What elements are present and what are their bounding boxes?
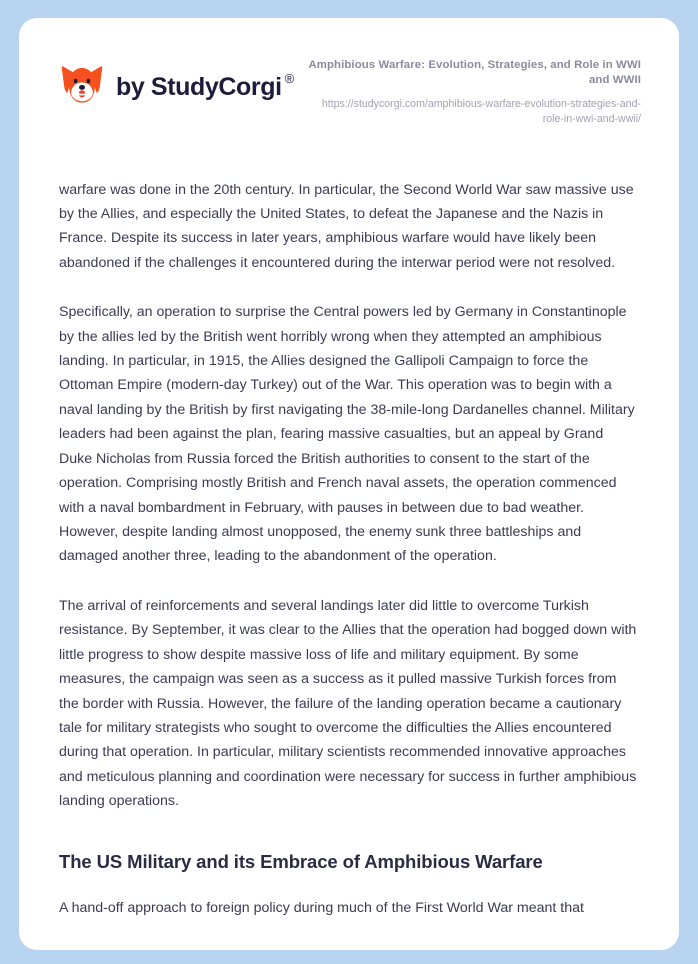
- header-meta: [305, 56, 641, 128]
- document-header: [19, 18, 679, 128]
- paragraph: The arrival of reinforcements and several landings later did little to overcome Turkish resistance. By September, it was clear to the Allies that the operation had bogged down with little progress to show despite massive loss of life and military equipment. By some measures, the campaign was seen as a success as it pulled massive Turkish forces from the border with Russia. However, the failure of the landing operation became a cautionary tale for military strategists who sought to overcome the difficulties the Allies encountered during that operation. In particular, military scientists recommended innovative approaches and meticulous planning and coordination were necessary for success in further amphibious landing operations.: [59, 597, 637, 810]
- paragraph: A hand-off approach to foreign policy during much of the First World War meant that: [59, 899, 584, 916]
- paragraph: warfare was done in the 20th century. In particular, the Second World War saw massive use by the Allies, and especially the United States, to defeat the Japanese and the Nazis in France. Despite its success in later years, amphibious warfare would have likely been abandoned if the challenges it encountered during the interwar period were not resolved.: [59, 181, 634, 271]
- section-heading: The US Military and its Embrace of Amphibious Warfare: [59, 850, 543, 872]
- paragraph: Specifically, an operation to surprise the Central powers led by Germany in Constantinople by the allies led by the British went horribly wrong when they attempted an amphibious landing. In particular, in 1915, the Allies designed the Gallipoli Campaign to force the Ottoman Empire (modern-day Turkey) out of the War. This operation was to begin with a naval landing by the British by first navigating the 38-mile-long Dardanelles channel. Military leaders had been against the plan, fearing massive casualties, but an appeal by Grand Duke Nicholas from Russia forced the British authorities to consent to the start of the operation. Comprising mostly British and French naval assets, the operation commenced with a naval bombardment in February, with pauses in between due to bad weather. However, despite landing almost unopposed, the enemy sunk three battleships and damaged another three, leading to the abandonment of the operation.: [59, 304, 635, 565]
- article-url[interactable]: https://studycorgi.com/amphibious-warfare-evolution-strategies-and-role-in-wwi-and-wwii/: [321, 97, 641, 126]
- brand-name-text: by StudyCorgi: [116, 72, 282, 101]
- registered-trademark-icon: ®: [284, 70, 294, 86]
- article-title: Amphibious Warfare: Evolution, Strategies, and Role in WWI and WWII: [308, 59, 641, 87]
- brand-wordmark: [116, 71, 294, 100]
- document-card: [19, 18, 679, 950]
- brand-lockup: [59, 56, 294, 108]
- corgi-face-icon: [59, 62, 105, 108]
- article-body: [19, 178, 679, 921]
